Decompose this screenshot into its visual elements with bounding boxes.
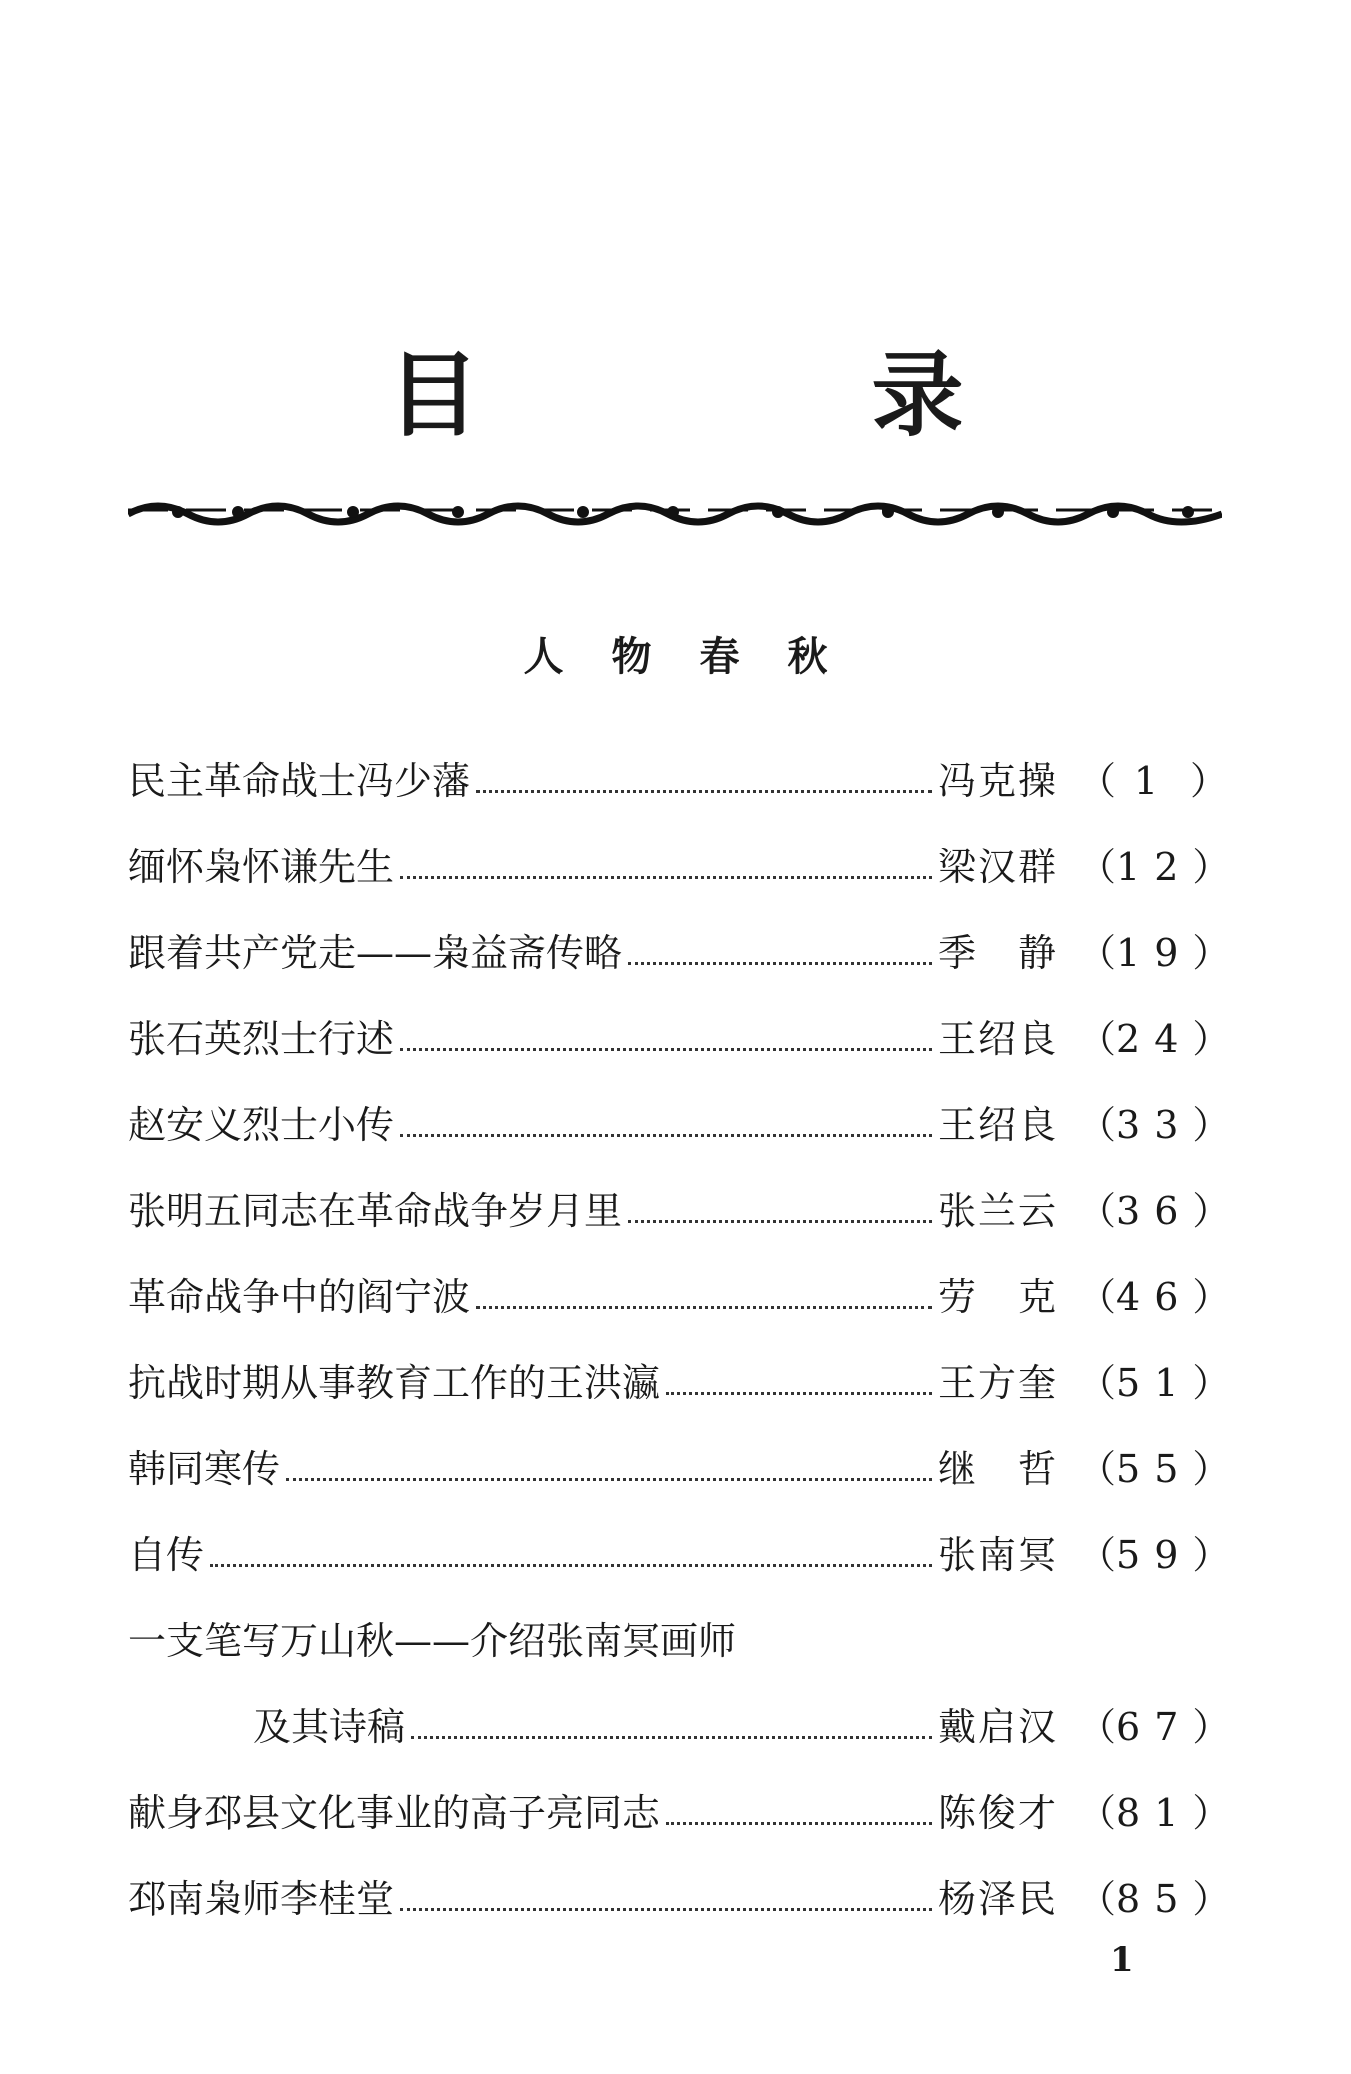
toc-entry-title: 及其诗稿	[253, 1705, 406, 1749]
dot-leader	[476, 790, 932, 793]
dot-leader	[210, 1564, 932, 1567]
toc-entry-title: 献身邳县文化事业的高子亮同志	[128, 1791, 661, 1835]
decorative-divider	[128, 488, 1222, 532]
toc-entry-page: 85	[1116, 1877, 1193, 1921]
toc-entry-author: 陈俊才	[938, 1791, 1059, 1835]
dot-leader	[286, 1478, 932, 1481]
toc-entry-author: 杨泽民	[938, 1877, 1059, 1921]
toc-entry-page: 1	[1133, 759, 1173, 803]
toc-entry-page: 46	[1116, 1275, 1193, 1319]
table-of-contents	[128, 738, 1231, 1942]
toc-entry-title: 张明五同志在革命战争岁月里	[128, 1189, 623, 1233]
toc-entry[interactable]: 献身邳县文化事业的高子亮同志 陈俊才 （ 81 ）	[128, 1791, 1231, 1835]
toc-entry-author: 王绍良	[938, 1103, 1059, 1147]
toc-entry[interactable]: 韩同寒传 继 哲 （ 55 ）	[128, 1447, 1231, 1491]
toc-entry-title: 邳南枭师李桂堂	[128, 1877, 395, 1921]
dot-leader	[666, 1822, 932, 1825]
toc-entry-title: 张石英烈士行述	[128, 1017, 395, 1061]
page-number: 1	[1110, 1940, 1134, 1980]
toc-entry[interactable]: 民主革命战士冯少藩 冯克操 （ 1 ）	[128, 759, 1228, 803]
dot-leader	[476, 1306, 932, 1309]
toc-entry-page: 55	[1116, 1447, 1193, 1491]
toc-entry-author: 张南冥	[938, 1533, 1059, 1577]
toc-entry-author: 继 哲	[938, 1447, 1059, 1491]
toc-entry-author: 张兰云	[938, 1189, 1059, 1233]
toc-entry-page: 24	[1116, 1017, 1193, 1061]
toc-entry-title: 韩同寒传	[128, 1447, 281, 1491]
toc-entry-page: 51	[1116, 1361, 1193, 1405]
toc-entry-author: 季 静	[938, 931, 1059, 975]
toc-entry-author: 王绍良	[938, 1017, 1059, 1061]
toc-entry-author: 梁汉群	[938, 845, 1059, 889]
toc-entry-page: 81	[1116, 1791, 1193, 1835]
toc-entry[interactable]: 赵安义烈士小传 王绍良 （ 33 ）	[128, 1103, 1231, 1147]
toc-entry[interactable]: 邳南枭师李桂堂 杨泽民 （ 85 ）	[128, 1877, 1231, 1921]
toc-entry-page: 33	[1116, 1103, 1193, 1147]
dot-leader	[411, 1736, 932, 1739]
toc-entry-page: 36	[1116, 1189, 1193, 1233]
toc-entry[interactable]: 抗战时期从事教育工作的王洪瀛 王方奎 （ 51 ）	[128, 1361, 1231, 1405]
toc-entry[interactable]: 缅怀枭怀谦先生 梁汉群 （ 12 ）	[128, 845, 1231, 889]
toc-entry-page: 59	[1116, 1533, 1193, 1577]
toc-entry-title: 抗战时期从事教育工作的王洪瀛	[128, 1361, 661, 1405]
toc-entry-title: 民主革命战士冯少藩	[128, 759, 471, 803]
toc-entry[interactable]	[128, 1598, 1228, 1684]
dot-leader	[400, 876, 932, 879]
dot-leader	[400, 1048, 932, 1051]
toc-entry-page: 12	[1116, 845, 1193, 889]
dot-leader	[628, 1220, 932, 1223]
toc-entry-title: 缅怀枭怀谦先生	[128, 845, 395, 889]
toc-entry-title: 赵安义烈士小传	[128, 1103, 395, 1147]
dot-leader	[400, 1134, 932, 1137]
toc-entry-title: 一支笔写万山秋——介绍张南冥画师	[128, 1619, 737, 1663]
toc-entry-author: 戴启汉	[938, 1705, 1059, 1749]
toc-entry-title: 跟着共产党走——枭益斋传略	[128, 931, 623, 975]
toc-entry-title: 自传	[128, 1533, 205, 1577]
toc-entry[interactable]: 跟着共产党走——枭益斋传略 季 静 （ 19 ）	[128, 931, 1231, 975]
toc-entry-author: 王方奎	[938, 1361, 1059, 1405]
toc-entry-title: 革命战争中的阎宁波	[128, 1275, 471, 1319]
toc-entry[interactable]: 自传 张南冥 （ 59 ）	[128, 1533, 1231, 1577]
toc-entry-author: 冯克操	[938, 759, 1059, 803]
dot-leader	[628, 962, 932, 965]
dot-leader	[400, 1908, 932, 1911]
toc-entry[interactable]: 张明五同志在革命战争岁月里 张兰云 （ 36 ）	[128, 1189, 1231, 1233]
toc-entry[interactable]: 革命战争中的阎宁波 劳 克 （ 46 ）	[128, 1275, 1231, 1319]
toc-entry-page: 67	[1116, 1705, 1193, 1749]
toc-entry[interactable]: 及其诗稿 戴启汉 （ 67 ）	[128, 1684, 1228, 1770]
section-heading: 人物春秋	[523, 634, 876, 680]
page-title: 目 录	[387, 342, 1114, 449]
toc-entry-page: 19	[1116, 931, 1193, 975]
toc-entry[interactable]: 张石英烈士行述 王绍良 （ 24 ）	[128, 1017, 1231, 1061]
dot-leader	[666, 1392, 932, 1395]
toc-entry-author: 劳 克	[938, 1275, 1059, 1319]
